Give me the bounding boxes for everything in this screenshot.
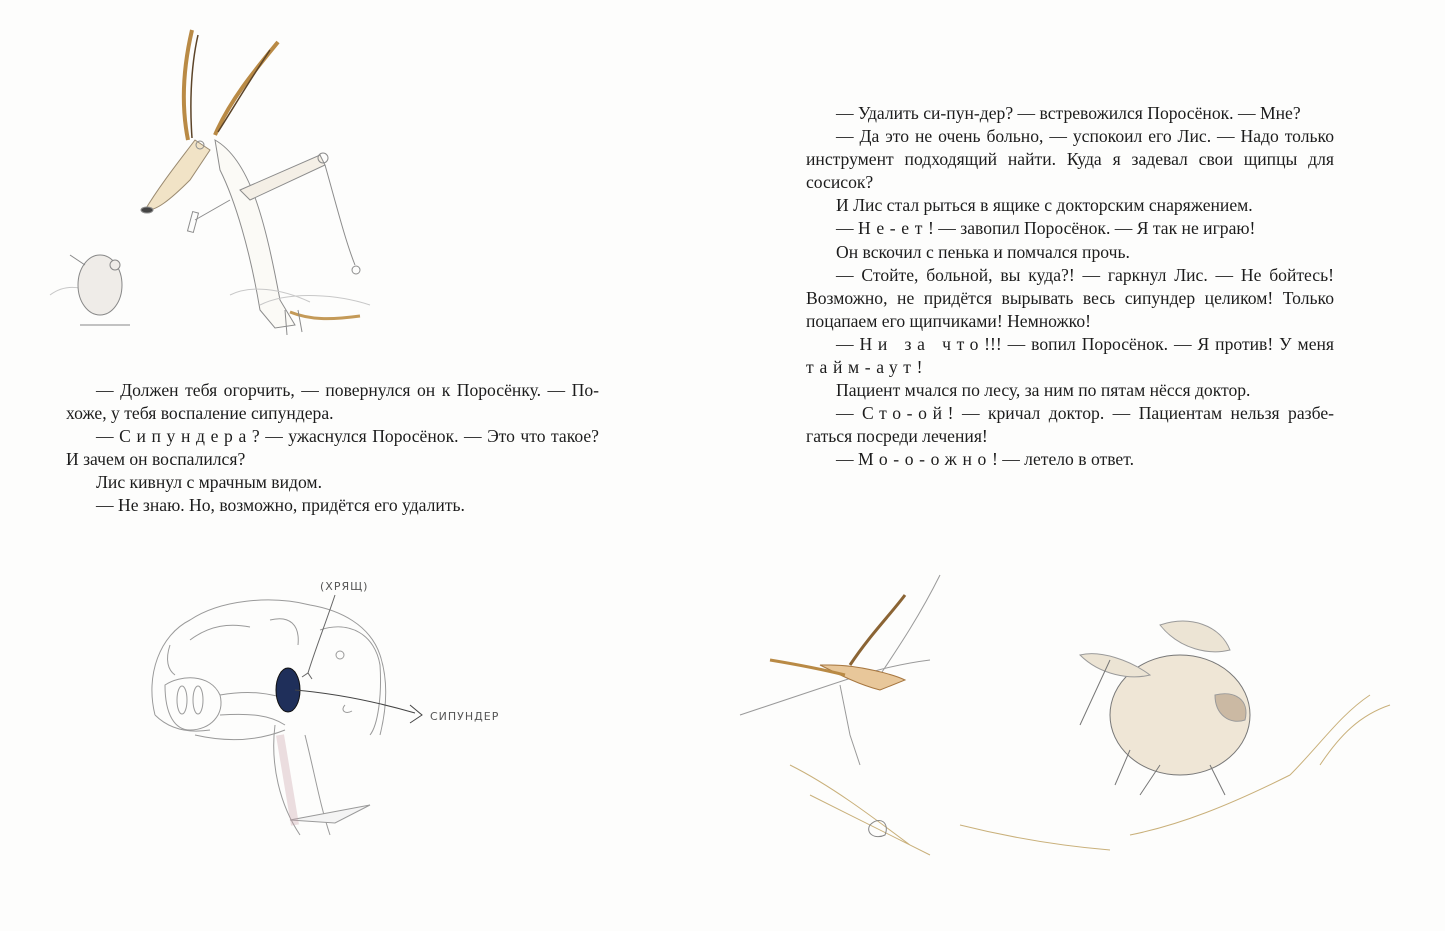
spaced-word: тайм-аут: [806, 357, 917, 378]
text-line: — Удалить си-пун-дер? — встревожился Поросёнок. — Мне?: [836, 103, 1301, 123]
right-page-text: [806, 102, 1334, 472]
dash: —: [836, 449, 858, 470]
pig-anatomy-illustration: [130, 565, 530, 855]
text-line: [806, 402, 1334, 425]
text-line: — Да это не очень больно, — успокоил его Лис. — Надо только: [836, 126, 1334, 147]
text-span: !!! — вопил Поросёнок. — Я против! У меня: [984, 333, 1335, 354]
text-line: Он вскочил с пенька и помчался прочь.: [836, 241, 1130, 262]
text-line: инструмент подходящий найти. Куда я задевал свои щипцы для: [806, 149, 1334, 170]
dash: —: [836, 403, 863, 424]
text-span: ! — кричал доктор. — Пациентам нельзя разбе-: [947, 403, 1334, 424]
text-line: гаться посреди лечения!: [806, 426, 988, 447]
dash: —: [836, 218, 858, 239]
chase-illustration: [730, 565, 1430, 875]
text-line: Лис кивнул с мрачным видом.: [96, 472, 322, 493]
text-line: — Должен тебя огорчить, — повернулся он к Поросёнку. — По-: [96, 380, 599, 400]
text-line: сосисок?: [806, 172, 874, 193]
fox-doctor-illustration: [40, 20, 400, 370]
text-line: И Лис стал рыться в ящике с докторским снаряжением.: [836, 195, 1253, 216]
text-line: [806, 448, 1334, 471]
text-line: хоже, у тебя воспаление сипундера.: [66, 403, 334, 424]
text-line: поцапаем его щипчиками! Немножко!: [806, 310, 1091, 331]
cartilage-label: (ХРЯЩ): [320, 580, 369, 593]
text-line: — Стойте, больной, вы куда?! — гаркнул Лис. — Не бойтесь!: [836, 264, 1334, 285]
text-line: [806, 333, 1334, 356]
text-line: [66, 425, 599, 448]
spaced-word: Мо-о-ожно: [858, 449, 992, 470]
spaced-word: Ни за что: [859, 333, 985, 354]
spaced-word: Сто-ой: [862, 403, 948, 424]
dash: —: [96, 426, 120, 447]
dash: —: [836, 333, 860, 354]
text-line: [806, 356, 1334, 379]
spaced-word: Не-ет: [858, 218, 929, 239]
text-span: ? — ужаснулся Поросёнок. — Это что такое?: [251, 426, 599, 447]
text-line: Пациент мчался по лесу, за ним по пятам нёсся доктор.: [836, 380, 1251, 401]
text-line: [806, 217, 1334, 240]
text-span: !: [916, 357, 923, 378]
sipunder-label: СИПУНДЕР: [430, 710, 500, 723]
left-page-text: [66, 379, 599, 518]
text-line: И зачем он воспалился?: [66, 449, 246, 470]
text-span: ! — летело в ответ.: [991, 449, 1134, 470]
spaced-word: Сипундера: [119, 426, 252, 447]
left-page: [0, 0, 722, 931]
text-line: — Не знаю. Но, возможно, придётся его удалить.: [96, 495, 465, 516]
text-span: ! — завопил Поросёнок. — Я так не играю!: [928, 218, 1256, 239]
text-line: Возможно, не придётся вырывать весь сипундер целиком! Только: [806, 287, 1334, 308]
